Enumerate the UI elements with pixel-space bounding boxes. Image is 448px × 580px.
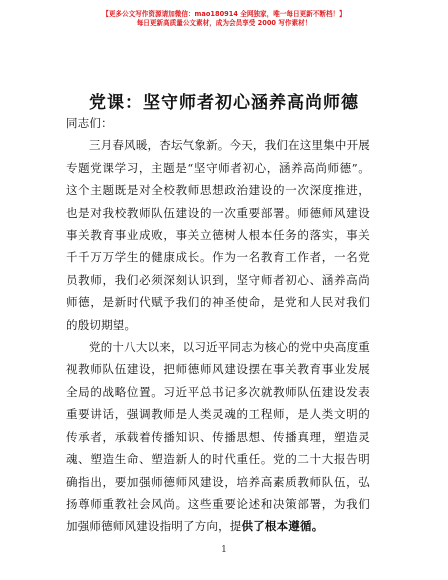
salutation: 同志们：: [66, 116, 113, 130]
promo-banner-line-2: 每日更新高质量公文素材，成为会员享受 2000 写作素材！: [136, 18, 312, 27]
paragraph-1: 三月春风暖，杏坛气象新。今天，我们在这里集中开展专题党课学习，主题是“坚守师者初心，涵养高尚师德”。这个主题既是对全校教师思想政治建设的一次深度推进，也是对我校教师队伍建设的一次重要部署。师德师风建设事关教育事业成败，事关立德树人根本任务的落实，事关千千万万学生的健康成长。作为一名教育工作者，一名党员教师，我们必须深刻认识到，坚守师者初心、涵养高尚师德，是新时代赋予我们的神圣使命，是党和人民对我们的殷切期望。: [66, 138, 370, 332]
promo-banner: [0, 10, 448, 28]
document-body: [66, 112, 370, 538]
paragraph-2-text: 党的十八大以来，以习近平同志为核心的党中央高度重视教师队伍建设，把师德师风建设摆在事关教育事业发展全局的战略位置。习近平总书记多次就教师队伍建设发表重要讲话，强调教师是人类灵魂的工程师，是人类文明的传承者，承载着传播知识、传播思想、传播真理，塑造灵魂、塑造生命、塑造新人的时代重任。党的二十大报告明确指出，要加强师德师风建设，培养高素质教师队伍，弘扬尊师重教社会风尚。这些重要论述和决策部署，为我们加强师德师风建设指明了方向，提: [66, 340, 370, 534]
paragraph-2: [66, 336, 370, 538]
promo-banner-line-1: 【更多公文写作资源请加微信：mao180914 全网独家，唯一每日更新不断档！】: [102, 10, 346, 18]
paragraph-2-bold-ending: 供了根本遵循。: [241, 519, 324, 534]
page-number: 1: [221, 545, 227, 555]
document-title: 党课：坚守师者初心涵养高尚师德: [89, 93, 359, 113]
